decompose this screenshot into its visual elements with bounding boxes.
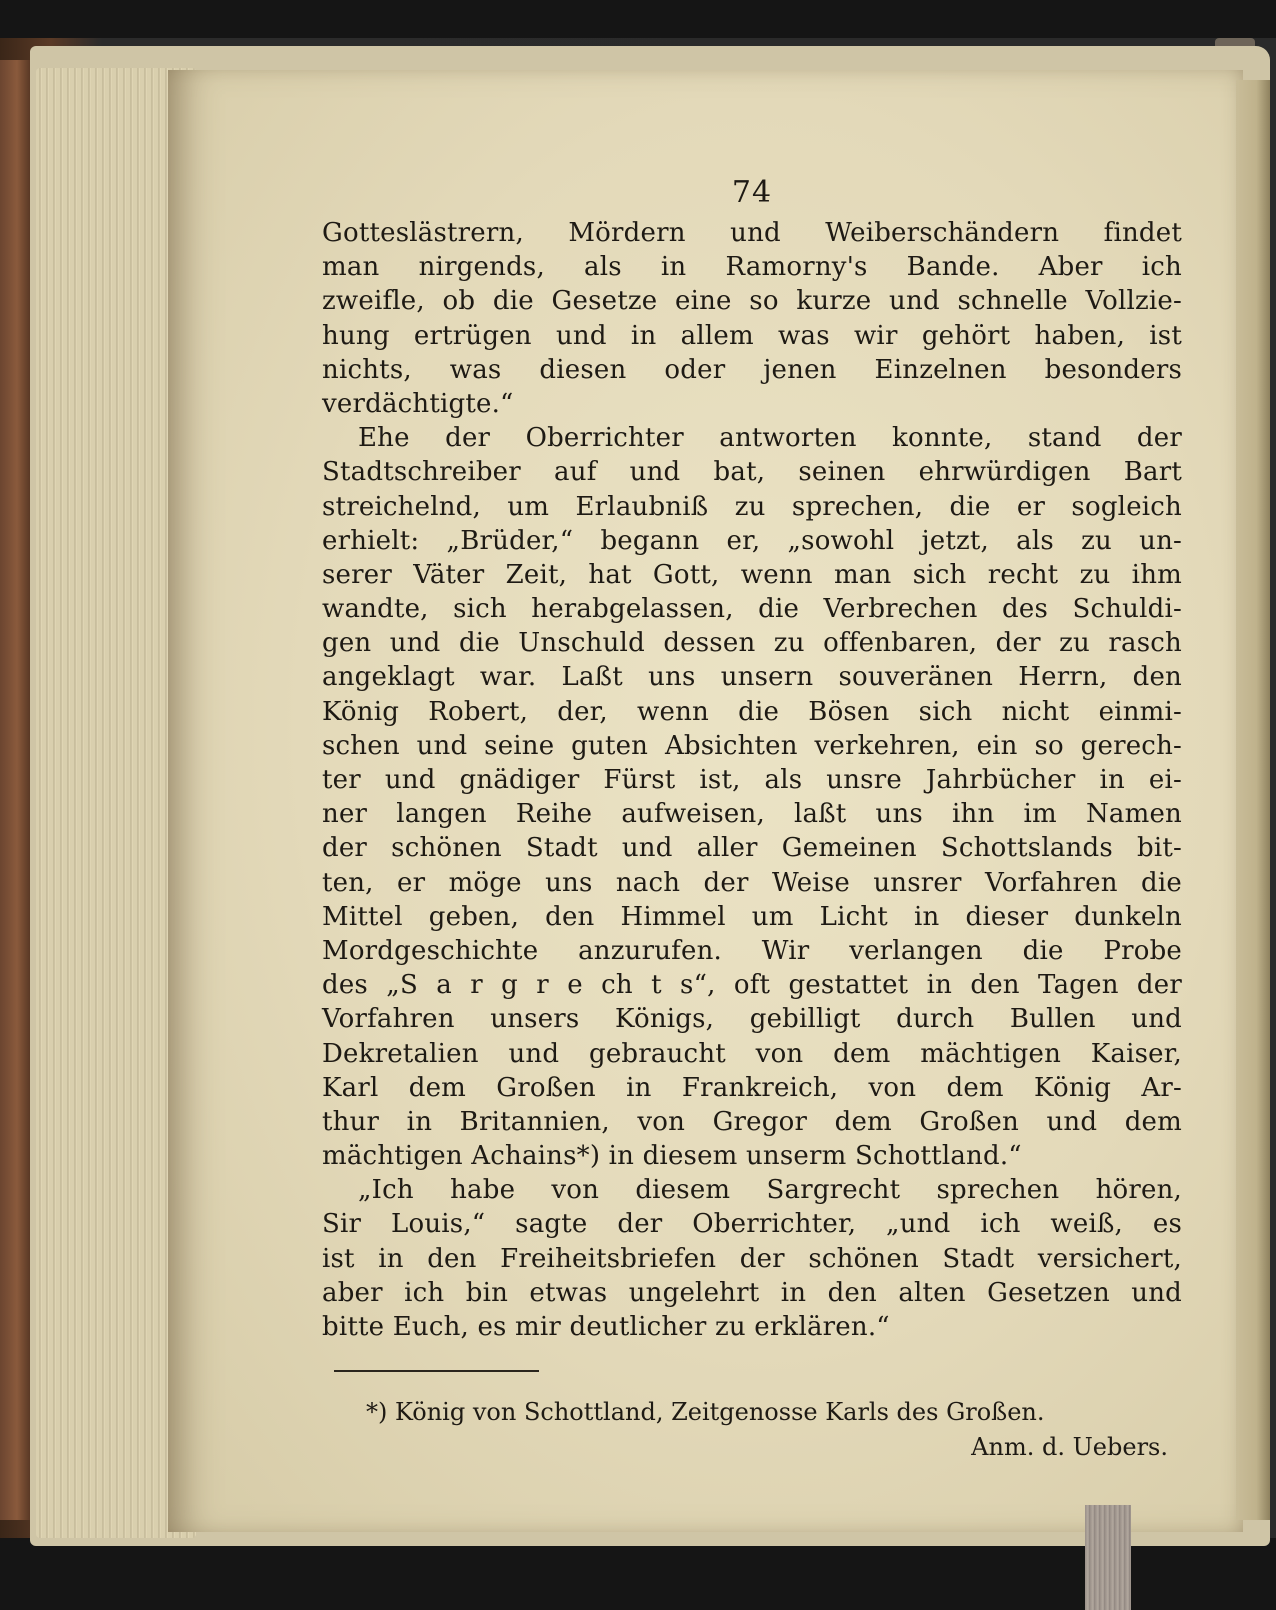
- footnote-signature: Anm. d. Uebers.: [971, 1433, 1168, 1462]
- text-line: nichts, was diesen oder jenen Einzelnen besonders: [322, 354, 1182, 385]
- text-line: König Robert, der, wenn die Bösen sich nicht einmi-: [322, 696, 1182, 727]
- text-line: Karl dem Großen in Frankreich, von dem König Ar-: [322, 1072, 1182, 1103]
- text-line: zweifle, ob die Gesetze eine so kurze und schnelle Vollzie-: [322, 286, 1182, 317]
- text-line: ter und gnädiger Fürst ist, als unsre Jahrbücher in ei-: [322, 765, 1182, 795]
- text-line: gen und die Unschuld dessen zu offenbaren, der zu rasch: [322, 628, 1182, 659]
- text-line: Dekretalien und gebraucht von dem mächtigen Kaiser,: [322, 1038, 1182, 1069]
- text-line: schen und seine guten Absichten verkehren, ein so gerech-: [322, 730, 1182, 761]
- text-line: mächtigen Achains*) in diesem unserm Schottland.“: [322, 1141, 1022, 1172]
- text-line: thur in Britannien, von Gregor dem Großen und dem: [322, 1106, 1182, 1137]
- text-line: serer Väter Zeit, hat Gott, wenn man sich recht zu ihm: [322, 559, 1182, 590]
- text-line: ten, er möge uns nach der Weise unsrer Vorfahren die: [322, 867, 1182, 898]
- text-line: ner langen Reihe aufweisen, laßt uns ihn im Namen: [322, 799, 1182, 830]
- text-line: man nirgends, als in Ramorny's Bande. Aber ich: [322, 252, 1182, 283]
- text-line: streichelnd, um Erlaubniß zu sprechen, die er sogleich: [322, 491, 1182, 522]
- footnote-rule: [334, 1370, 539, 1372]
- page-number: 74: [731, 175, 773, 210]
- text-line: Gotteslästrern, Mördern und Weiberschändern findet: [322, 218, 1182, 248]
- text-line: wandte, sich herabgelassen, die Verbrechen des Schuldi-: [322, 594, 1182, 625]
- text-line: Sir Louis,“ sagte der Oberrichter, „und ich weiß, es: [322, 1209, 1182, 1240]
- page-text: [322, 175, 1182, 1464]
- text-line: Mordgeschichte anzurufen. Wir verlangen die Probe: [322, 935, 1182, 966]
- text-line: erhielt: „Brüder,“ begann er, „sowohl jetzt, als zu un-: [322, 525, 1182, 556]
- text-line: aber ich bin etwas ungelehrt in den alten Gesetzen und: [322, 1277, 1182, 1308]
- text-line: Mittel geben, den Himmel um Licht in dieser dunkeln: [322, 901, 1182, 932]
- text-line: hung ertrügen und in allem was wir gehört haben, ist: [322, 320, 1182, 351]
- cover-spine-edge: [0, 60, 34, 1520]
- text-line: Vorfahren unsers Königs, gebilligt durch Bullen und: [322, 1004, 1182, 1035]
- text-line: des „S a r g r e ch t s“, oft gestattet in den Tagen der: [322, 970, 1182, 1001]
- text-line: angeklagt war. Laßt uns unsern souveränen Herrn, den: [322, 662, 1182, 693]
- footnote-text: *) König von Schottland, Zeitgenosse Karls des Großen.: [366, 1398, 1045, 1427]
- text-line: bitte Euch, es mir deutlicher zu erklären.“: [322, 1312, 890, 1342]
- text-line: „Ich habe von diesem Sargrecht sprechen hören,: [358, 1175, 1182, 1206]
- text-line: Ehe der Oberrichter antworten konnte, stand der: [358, 423, 1182, 454]
- text-line: verdächtigte.“: [322, 388, 514, 419]
- ribbon-bookmark: [1085, 1505, 1131, 1610]
- text-line: der schönen Stadt und aller Gemeinen Schottslands bit-: [322, 833, 1182, 864]
- page-right-edge: [1236, 80, 1270, 1520]
- text-line: ist in den Freiheitsbriefen der schönen Stadt versichert,: [322, 1243, 1182, 1274]
- text-line: Stadtschreiber auf und bat, seinen ehrwürdigen Bart: [322, 457, 1182, 488]
